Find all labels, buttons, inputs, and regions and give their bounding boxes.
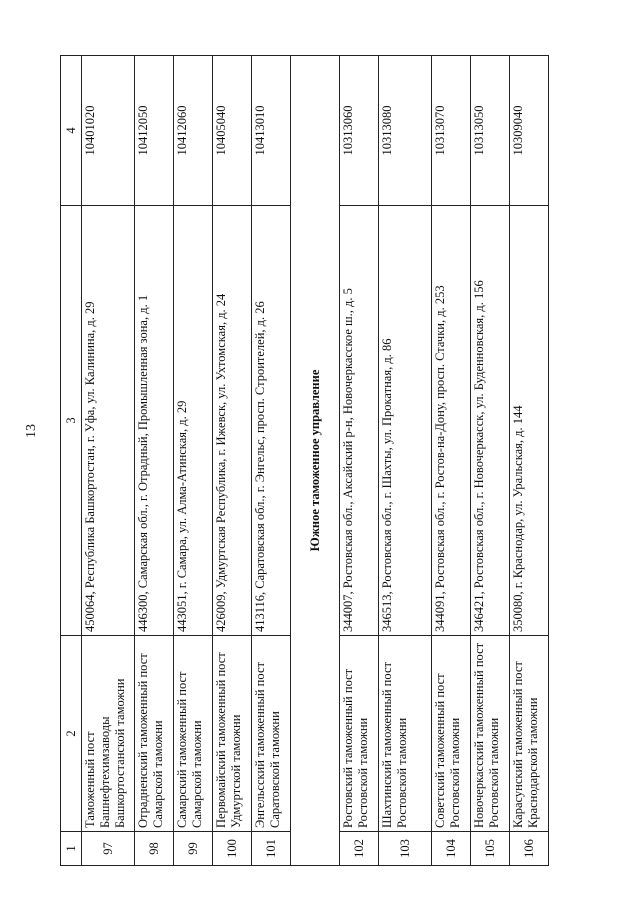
row-number: 97 — [82, 832, 135, 866]
row-number: 104 — [432, 832, 471, 866]
column-header: 4 — [61, 56, 82, 206]
post-code: 10412060 — [174, 56, 213, 206]
table-row — [213, 56, 252, 866]
post-address: 344007, Ростовская обл., Аксайский р-н, Новочеркасское ш., д. 5 — [340, 206, 379, 636]
row-number: 99 — [174, 832, 213, 866]
table-row — [432, 56, 471, 866]
post-code: 10401020 — [82, 56, 135, 206]
post-name: Шахтинский таможенный пост Ростовской таможни — [379, 636, 432, 832]
post-code: 10313080 — [379, 56, 432, 206]
customs-posts-table — [60, 55, 549, 866]
post-name: Отрадненский таможенный пост Самарской таможни — [135, 636, 174, 832]
post-code: 10413010 — [252, 56, 291, 206]
post-code: 10405040 — [213, 56, 252, 206]
post-code: 10412050 — [135, 56, 174, 206]
table-row — [471, 56, 510, 866]
table-row — [135, 56, 174, 866]
row-number: 100 — [213, 832, 252, 866]
post-name: Таможенный пост Башнефтехимзаводы Башкортостанской таможни — [82, 636, 135, 832]
table-row — [174, 56, 213, 866]
post-address: 426009, Удмуртская Республика, г. Ижевск, ул. Ухтомская, д. 24 — [213, 206, 252, 636]
post-name: Советский таможенный пост Ростовской таможни — [432, 636, 471, 832]
post-address: 446300, Самарская обл., г. Отрадный, Промышленная зона, д. 1 — [135, 206, 174, 636]
row-number: 106 — [510, 832, 549, 866]
post-address: 346421, Ростовская обл., г. Новочеркасск, ул. Буденновская, д. 156 — [471, 206, 510, 636]
post-name: Энгельсский таможенный пост Саратовской таможни — [252, 636, 291, 832]
table-row — [379, 56, 432, 866]
post-name: Ростовский таможенный пост Ростовской таможни — [340, 636, 379, 832]
post-address: 443051, г. Самара, ул. Алма-Атинская, д. 29 — [174, 206, 213, 636]
post-address: 344091, Ростовская обл., г. Ростов-на-Дону, просп. Стачки, д. 253 — [432, 206, 471, 636]
post-address: 413116, Саратовская обл., г. Энгельс, просп. Строителей, д. 26 — [252, 206, 291, 636]
row-number: 101 — [252, 832, 291, 866]
section-header-row — [291, 56, 340, 866]
column-header: 3 — [61, 206, 82, 636]
column-header: 1 — [61, 832, 82, 866]
post-code: 10313060 — [340, 56, 379, 206]
row-number: 103 — [379, 832, 432, 866]
column-number-header-row — [61, 56, 82, 866]
post-name: Карасунский таможенный пост Краснодарской таможни — [510, 636, 549, 832]
row-number: 102 — [340, 832, 379, 866]
post-address: 450064, Республика Башкортостан, г. Уфа, ул. Калинина, д. 29 — [82, 206, 135, 636]
table-row — [82, 56, 135, 866]
table-row — [252, 56, 291, 866]
post-name: Первомайский таможенный пост Удмуртской таможни — [213, 636, 252, 832]
post-name: Самарский таможенный пост Самарской таможни — [174, 636, 213, 832]
post-name: Новочеркасский таможенный пост Ростовской таможни — [471, 636, 510, 832]
table-row — [510, 56, 549, 866]
section-title: Южное таможенное управление — [291, 56, 340, 866]
page-number: 13 — [24, 424, 39, 438]
row-number: 98 — [135, 832, 174, 866]
post-address: 350080, г. Краснодар, ул. Уральская, д. 144 — [510, 206, 549, 636]
column-header: 2 — [61, 636, 82, 832]
post-code: 10309040 — [510, 56, 549, 206]
table-row — [340, 56, 379, 866]
post-address: 346513, Ростовская обл., г. Шахты, ул. Прокатная, д. 86 — [379, 206, 432, 636]
rotated-table-wrapper — [60, 56, 560, 866]
post-code: 10313050 — [471, 56, 510, 206]
post-code: 10313070 — [432, 56, 471, 206]
row-number: 105 — [471, 832, 510, 866]
